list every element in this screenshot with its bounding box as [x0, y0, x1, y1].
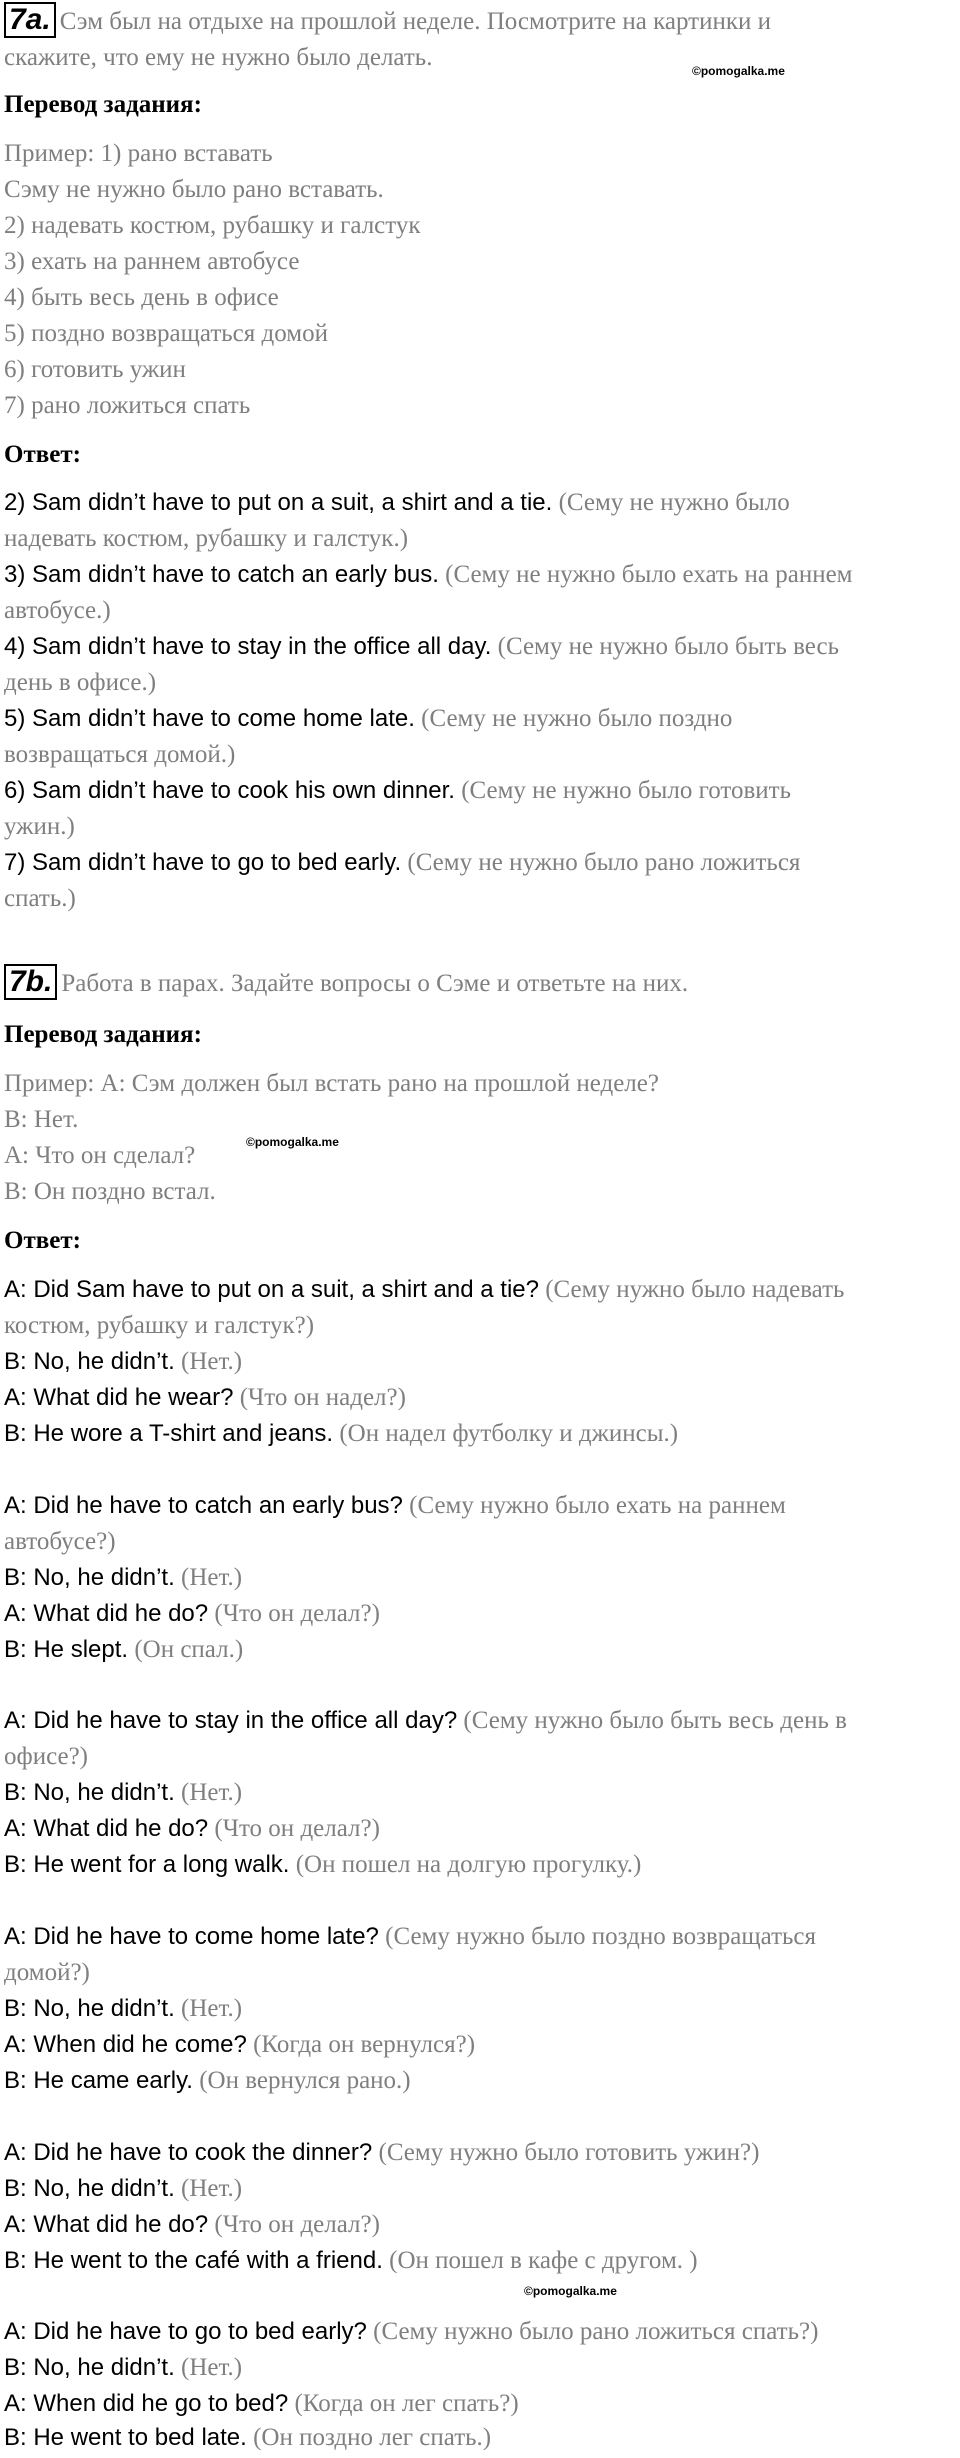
task-a-instruction-1: Сэм был на отдыхе на прошлой неделе. Посмотрите на картинки и: [59, 8, 771, 35]
dialog-russian: (Когда он лег спать?): [288, 2390, 519, 2417]
dialog-line: [4, 1919, 816, 1955]
dialog-line: [4, 2207, 380, 2243]
dialog-russian: (Нет.): [174, 2175, 243, 2202]
task-a-answer: [4, 845, 800, 881]
answer-russian-continued: надевать костюм, рубашку и галстук.): [4, 525, 409, 552]
task-a-translation-line: 6) готовить ужин: [4, 356, 186, 383]
dialog-russian: (Нет.): [174, 1564, 243, 1591]
dialog-english: B: He went to bed late.: [4, 2424, 247, 2451]
dialog-russian: (Что он надел?): [233, 1384, 406, 1411]
dialog-line: [4, 2420, 491, 2456]
dialog-line: [4, 2243, 698, 2279]
watermark-1: ©pomogalka.me: [692, 64, 785, 78]
task-a-translation-line: 2) надевать костюм, рубашку и галстук: [4, 212, 421, 239]
dialog-russian-continued: домой?): [4, 1959, 90, 1986]
dialog-russian: (Он пошел в кафе с другом. ): [382, 2247, 698, 2274]
dialog-line: [4, 1560, 242, 1596]
dialog-line: [4, 1811, 380, 1847]
dialog-line: [4, 1847, 641, 1883]
answer-english: 2) Sam didn’t have to put on a suit, a shirt and a tie.: [4, 489, 553, 516]
dialog-line: [4, 2063, 411, 2099]
answer-russian-continued: возвращаться домой.): [4, 741, 236, 768]
task-a-translation-line: Сэму не нужно было рано вставать.: [4, 176, 384, 203]
task-b-instruction: Работа в парах. Задайте вопросы о Сэме и ответьте на них.: [61, 970, 689, 997]
dialog-english: A: When did he come?: [4, 2031, 247, 2058]
dialog-russian-continued: костюм, рубашку и галстук?): [4, 1312, 315, 1339]
dialog-english: B: No, he didn’t.: [4, 1348, 175, 1375]
answer-russian: (Сему не нужно было быть весь: [491, 633, 839, 660]
dialog-russian: (Когда он вернулся?): [246, 2031, 476, 2058]
dialog-english: A: Did Sam have to put on a suit, a shirt and a tie?: [4, 1276, 539, 1303]
dialog-line: [4, 1703, 847, 1739]
answer-russian: (Сему не нужно было рано ложиться: [401, 849, 801, 876]
dialog-russian: (Сему нужно было поздно возвращаться: [378, 1923, 816, 1950]
dialog-russian: (Сему нужно было рано ложиться спать?): [366, 2318, 819, 2345]
dialog-russian: (Что он делал?): [208, 1600, 380, 1627]
watermark-3: ©pomogalka.me: [524, 2284, 617, 2298]
task-b-translation-heading: Перевод задания:: [4, 1021, 202, 1048]
task-a-translation-line: 7) рано ложиться спать: [4, 392, 251, 419]
dialog-english: B: No, he didn’t.: [4, 1779, 175, 1806]
dialog-english: A: When did he go to bed?: [4, 2390, 289, 2417]
dialog-line: [4, 1488, 786, 1524]
dialog-russian: (Он надел футболку и джинсы.): [333, 1420, 679, 1447]
dialog-russian: (Что он делал?): [208, 2211, 380, 2238]
task-b-answer-heading: Ответ:: [4, 1227, 81, 1254]
dialog-english: B: He slept.: [4, 1636, 129, 1663]
answer-english: 4) Sam didn’t have to stay in the office all day.: [4, 633, 492, 660]
dialog-english: A: Did he have to come home late?: [4, 1923, 379, 1950]
task-a-translation-line: Пример: 1) рано вставать: [4, 140, 273, 167]
answer-english: 5) Sam didn’t have to come home late.: [4, 705, 415, 732]
task-a-translation-line: 4) быть весь день в офисе: [4, 284, 279, 311]
dialog-english: A: What did he do?: [4, 1815, 209, 1842]
dialog-line: [4, 2350, 242, 2386]
dialog-line: [4, 2386, 519, 2422]
task-a-translation-line: 5) поздно возвращаться домой: [4, 320, 328, 347]
task-a-answer: [4, 629, 839, 665]
dialog-english: B: He came early.: [4, 2067, 193, 2094]
dialog-english: B: He went to the café with a friend.: [4, 2247, 383, 2274]
dialog-english: B: No, he didn’t.: [4, 1564, 175, 1591]
dialog-line: [4, 2171, 242, 2207]
dialog-russian: (Нет.): [174, 2354, 243, 2381]
dialog-english: B: No, he didn’t.: [4, 2175, 175, 2202]
dialog-line: [4, 1596, 380, 1632]
task-b-instruction-line: [4, 964, 688, 1002]
dialog-english: A: Did he have to stay in the office all day?: [4, 1707, 458, 1734]
dialog-russian: (Он пошел на долгую прогулку.): [289, 1851, 642, 1878]
dialog-english: B: He wore a T-shirt and jeans.: [4, 1420, 334, 1447]
dialog-russian: (Он вернулся рано.): [192, 2067, 411, 2094]
task-a-instruction-2: скажите, что ему не нужно было делать.: [4, 44, 433, 71]
dialog-english: A: Did he have to catch an early bus?: [4, 1492, 403, 1519]
dialog-russian: (Нет.): [174, 1995, 243, 2022]
task-a-answer: [4, 701, 732, 737]
task-b-translation-line: А: Что он сделал?: [4, 1142, 196, 1169]
dialog-line: [4, 1632, 243, 1668]
dialog-english: A: Did he have to cook the dinner?: [4, 2139, 373, 2166]
task-b-translation-line: В: Нет.: [4, 1106, 79, 1133]
task-a-answer: [4, 773, 791, 809]
task-a-translation-line: 3) ехать на раннем автобусе: [4, 248, 300, 275]
task-b-badge: 7b.: [4, 964, 57, 1000]
answer-russian: (Сему не нужно было готовить: [454, 777, 791, 804]
dialog-line: [4, 2314, 818, 2350]
dialog-line: [4, 1344, 242, 1380]
dialog-line: [4, 2027, 475, 2063]
answer-russian-continued: день в офисе.): [4, 669, 157, 696]
task-a-answer: [4, 485, 790, 521]
answer-russian-continued: ужин.): [4, 813, 75, 840]
answer-english: 6) Sam didn’t have to cook his own dinner.: [4, 777, 455, 804]
dialog-russian: (Он спал.): [128, 1636, 244, 1663]
dialog-line: [4, 1416, 678, 1452]
dialog-english: B: No, he didn’t.: [4, 1995, 175, 2022]
dialog-line: [4, 1380, 406, 1416]
dialog-russian: (Нет.): [174, 1348, 243, 1375]
task-a-translation-heading: Перевод задания:: [4, 91, 202, 118]
dialog-english: B: No, he didn’t.: [4, 2354, 175, 2381]
dialog-russian: (Сему нужно было надевать: [538, 1276, 845, 1303]
answer-russian-continued: автобусе.): [4, 597, 111, 624]
answer-russian: (Сему не нужно было поздно: [414, 705, 733, 732]
dialog-russian: (Сему нужно было быть весь день в: [457, 1707, 847, 1734]
dialog-russian: (Сему нужно было готовить ужин?): [372, 2139, 760, 2166]
dialog-english: A: What did he do?: [4, 2211, 209, 2238]
answer-english: 7) Sam didn’t have to go to bed early.: [4, 849, 402, 876]
task-a-badge: 7a.: [4, 2, 56, 38]
dialog-english: A: Did he have to go to bed early?: [4, 2318, 367, 2345]
task-a-answer: [4, 557, 853, 593]
dialog-line: [4, 1272, 844, 1308]
dialog-line: [4, 1775, 242, 1811]
task-a-instruction-line-1: [4, 2, 771, 40]
dialog-russian: (Нет.): [174, 1779, 243, 1806]
task-b-translation-line: В: Он поздно встал.: [4, 1178, 216, 1205]
task-a-answer-heading: Ответ:: [4, 441, 81, 468]
dialog-english: A: What did he do?: [4, 1600, 209, 1627]
dialog-russian-continued: автобусе?): [4, 1528, 116, 1555]
task-b-translation-line: Пример: А: Сэм должен был встать рано на прошлой неделе?: [4, 1070, 659, 1097]
dialog-russian: (Он поздно лег спать.): [246, 2424, 492, 2451]
watermark-2: ©pomogalka.me: [246, 1135, 339, 1149]
dialog-russian: (Сему нужно было ехать на раннем: [402, 1492, 786, 1519]
dialog-english: B: He went for a long walk.: [4, 1851, 290, 1878]
answer-russian-continued: спать.): [4, 885, 76, 912]
dialog-line: [4, 2135, 759, 2171]
answer-russian: (Сему не нужно было ехать на раннем: [438, 561, 853, 588]
dialog-russian: (Что он делал?): [208, 1815, 380, 1842]
answer-english: 3) Sam didn’t have to catch an early bus.: [4, 561, 439, 588]
dialog-russian-continued: офисе?): [4, 1743, 88, 1770]
answer-russian: (Сему не нужно было: [552, 489, 790, 516]
dialog-line: [4, 1991, 242, 2027]
dialog-english: A: What did he wear?: [4, 1384, 234, 1411]
